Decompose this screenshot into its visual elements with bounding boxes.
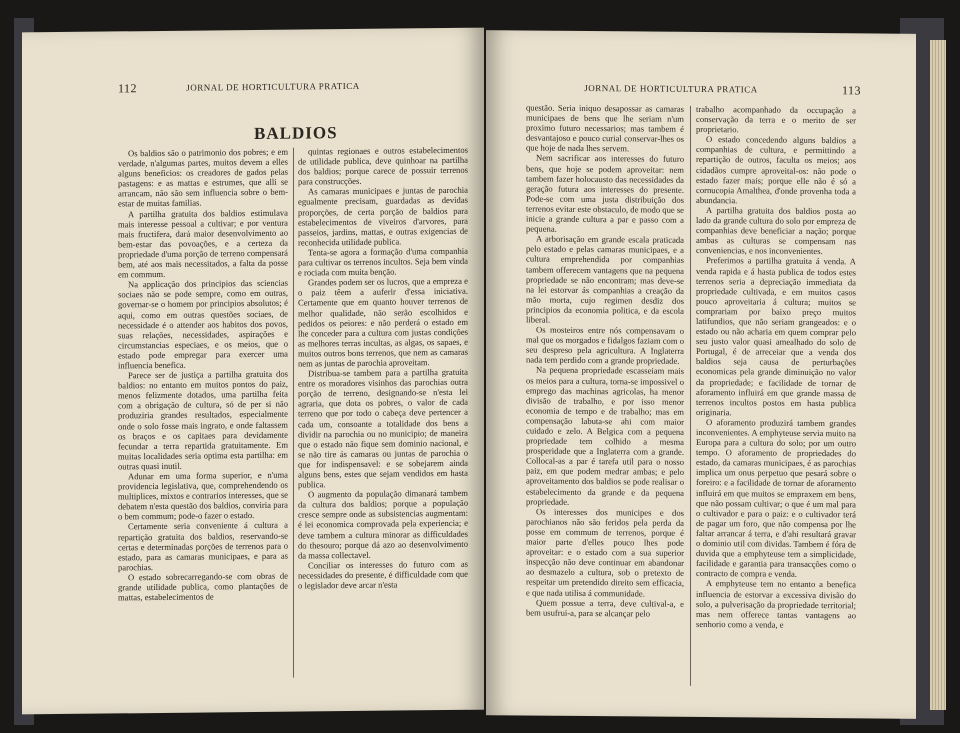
right-page [486, 30, 916, 719]
paragraph: Os baldios são o patrimonio dos pobres; e em verdade, n'algumas partes, muitos devem a elles alguns beneficios: os creadores de gados pelas pastagens: e as mattas e estrumes, que alli se arrancam, não são sem influencia sobre o bem-estar de muitas familias. [118, 146, 288, 209]
column-rule [690, 106, 691, 686]
right-column-2 [696, 104, 856, 630]
paragraph: Os interesses dos municipes e dos parochianos não são feridos pela perda da posse em commum de terrenos, porque é maior parte d'elles pouco lhes pode aproveitar: e o estado com a sua superior inspecção não deve continuar em abandonar ao desmazelo a cultura, sob o pretexto de respeitar um pretendido direito sem efficacia, e que nada utilisa á communidade. [526, 506, 684, 599]
paragraph: O estado concedendo alguns baldios a companhias de cultura, e permittindo a repartição de outros, faculta os meios; aos cidadãos cumpre aproveital-os: não pode o estado fazer mais; porque elle não é só a cornucopia Amalthea, d'onde provenha toda a abundancia. [696, 134, 856, 206]
paragraph: Os mosteiros entre nós compensavam o mal que os morgados e fidalgos faziam com o seu despreso pela agricultura. A Inglaterra nada tem perdido com a grande propriedade. [526, 324, 684, 367]
left-page [22, 28, 484, 715]
left-page-header [22, 80, 484, 96]
paragraph: Conciliar os interesses do futuro com as necessidades do presente, é difficuldade com que o legislador deve arcar n'esta [298, 558, 468, 591]
column-rule [293, 148, 294, 678]
page-number: 113 [842, 83, 862, 98]
paragraph: Tenta-se agora a formação d'uma companhia para cultivar os terrenos incultos. Seja bem vinda e rociada com muita benção. [298, 245, 468, 278]
running-head: JORNAL DE HORTICULTURA PRATICA [584, 82, 758, 95]
left-column-1 [118, 147, 288, 603]
paragraph: Na pequena propriedade escasseiam mais os meios para a cultura, torna-se impossivel o emprego das machinas agricolas, ha menor divisão de trabalho, e por isso menor economia de tempo e de trabalho; mas em compensação labuta-se ahi com maior cuidado e zelo. A Belgica com a pequena propriedade tem colhido a mesma prosperidade que a Inglaterra com a grande. Collocal-as a par é tarefa util para o nosso paiz, em que podem medrar ambas; e pelo aproveitamento dos baldios se pode realisar o estabelecimento da grande e da pequena propriedade. [526, 364, 684, 507]
paragraph: Adunar em uma forma superior, e n'uma providencia legislativa, que, comprehendendo os multiplices, mixtos e contrarios interesses, que se debatem n'esta questão dos baldios, conviria para o bem commum; pode-o fazer o estado. [118, 469, 288, 522]
paragraph: questão. Seria iniquo desapossar as camaras municipaes de bens que lhe seriam n'um proximo futuro necessarios; mas tambem é desvantajoso e pouco curial conservar-lhes os que hoje de nada lhes servem. [526, 102, 684, 154]
paragraph: Distribua-se tambem para a partilha gratuita entre os moradores visinhos das parochias outra porção de terreno, designando-se n'esta lei agraria, que dota os pobres, o valor de cada terreno que por todo o cabeça deve pertencer a cada um, consoante a totalidade dos bens a dividir na parochia ou no municipio; de maneira que o estado não fique sem dominio nacional, e se não tire ás camaras ou juntas de parochia o que for indispensavel: e se sobejarem ainda alguns bens, estes que sejam vendidos em hasta publica. [298, 366, 468, 490]
paragraph: O estado sobrecarregando-se com obras de grande utilidade publica, como plantações de mattas, estabelecimentos de [118, 570, 288, 603]
left-column-2 [298, 145, 468, 591]
paragraph: quintas regionaes e outros estabelecimentos de utilidade publica, deve quinhoar na partilha dos baldios; porque carece de possuir terrenos para construcções. [298, 144, 468, 187]
paragraph: Nem sacrificar aos interesses do futuro bens, que hoje se podem aproveitar: nem tambem fazer holocausto das necessidades da geração futura aos interesses do presente. Pode-se com uma justa distribuição dos terrenos evitar este obstaculo, de modo que se inicie a grande cultura a par e passo com a pequena. [526, 153, 684, 234]
paragraph: A arborisação em grande escala praticada pelo estado e pelas camaras municipaes, e a cultura emprehendida por companhias tambem offerecem vantagens que na pequena propriedade se não encontram; mas deve-se na lei estorvar ás companhias a creação da mão morta, cujo regimen desdiz dos principios da economia politica, e da escola liberal. [526, 233, 684, 325]
paragraph: Grandes podem ser os lucros, que a empreza e o paiz têem a auferir d'essa iniciativa. Certamente que em quanto houver terrenos de melhor qualidade, não serão escolhidos e pedidos os peiores: e não perderá o estado em lhe conceder para a cultura com justas condições as melhores terras incultas, as algas, os sapaes, e muitos outros bons terrenos, que nem as camaras nem as juntas de parochia aproveitam. [298, 275, 468, 369]
page-number: 112 [118, 81, 138, 96]
right-column-1 [526, 102, 684, 618]
page-edges [930, 40, 946, 710]
article-title: BALDIOS [254, 123, 338, 143]
right-page-header [486, 82, 916, 98]
paragraph: trabalho acompanhado da occupação a conservação da terra e o merito de ser proprietario. [696, 103, 856, 135]
paragraph: A emphyteuse tem no entanto a benefica influencia de estorvar a excessiva divisão do solo, a pulverisação da propriedade territorial; mas nem offerece tantas vantagens ao senhorio como a venda, e [696, 578, 856, 630]
paragraph: A partilha gratuita dos baldios estimulava mais interesse pessoal a cultivar; e por ventura mais fructifera, dará maior desenvolvimento ao bem-estar das povoações, e a certeza da propriedade d'uma porção de terreno compensará bem, até aos mais necessitados, a falta da posse em commum. [118, 207, 288, 280]
paragraph: Preferimos a partilha gratuita á venda. A venda rapida e á hasta publica de todos estes terrenos seria a depreciação immediata da propriedade cultivada, e em muitos casos pouco aproveitaria á cultura; muitos se comprariam por baixo preço muitos latifundios, que não seriam grangeados: e o estado ou não acharia em quem comprar pelo seu justo valor quasi amealhado do solo de Portugal, é de arreceiar que a venda dos baldios seja causa de perturbações economicas pela grande diminuição no valor da propriedade; e facilidade de tornar de aforamento influirá em que grande massa de terrenos incultos postos em hasta publica originaria. [696, 255, 856, 418]
paragraph: Parece ser de justiça a partilha gratuita dos baldios: no entanto em muitos pontos do paiz, menos felizmente dotados, uma partilha feita com a obrigação de cultura, só de per si não produziria grandes resultados, especialmente onde o solo fosse mais ingrato, e onde faltassem os braços e os capitaes para devidamente fecundar a terra repartida gratuitamente. Em muitas localidades seria optima esta partilha: em outras quasi inutil. [118, 368, 288, 472]
paragraph: O augmento da população dimanará tambem da cultura dos baldios; porque a população cresce sempre onde as subsistencias augmentam: é lei economica comprovada pela experiencia; e deve tambem a cultura minorar as difficuldades do thesouro; porque dá azo ao desenvolvimento da massa collectavel. [298, 487, 468, 561]
paragraph: Na applicação dos principios das sciencias sociaes não se pode sempre, como em outras, governar-se o homem por principios absolutos; é aqui, como em outras questões sociaes, de necessidade é o attender aos habitos dos povos, suas relações, necessidades, aspirações e circumstancias especiaes, e os meios, que o estado pode empregar para exercer uma influencia benefica. [118, 277, 288, 371]
paragraph: A partilha gratuita dos baldios posta ao lado da grande cultura do solo por empreza de companhias deve beneficiar a nação; porque ambas as culturas se compensam nas conveniencias, e nos inconvenientes. [696, 204, 856, 257]
paragraph: Quem possue a terra, deve cultival-a, e bem usufrui-a, para se alcançar pelo [526, 597, 684, 619]
running-head: JORNAL DE HORTICULTURA PRATICA [186, 80, 360, 93]
paragraph: O aforamento produzirá tambem grandes inconvenientes. A emphyteuse servia muito na Europa para a cultura do solo; por um outro tempo. O aforamento de propriedades do estado, da camaras municipaes, é as parochias implica um onus perpetuo que pesará sobre o foreiro: e a facilidade de tornar de aforamento influirá em que muitos se empraxem em bens, que não possam cultivar; o que é um mal para o cultivador e para o paiz: e o cultivador terá de pagar um foro, que não compensa por lhe faltar arrancar á terra, e d'ahi resultará gravar o dominio util com dividas. Tambem é fóra de duvida que a emphyteuse tem a simplicidade, facilidade e garantia para transacções como o contracto de compra e venda. [696, 416, 856, 580]
paragraph: Certamente seria conveniente á cultura a repartição gratuita dos baldios, reservando-se certas e determinadas porções de terrenos para o estado, para as camaras municipaes, e para as parochias. [118, 520, 288, 573]
paragraph: As camaras municipaes e juntas de parochia egualmente precisam, guardadas as devidas proporções, de certa porção de baldios para estabelecimentos de viveiros d'arvores, para passeios, jardins, mattas, e outras exigencias de reconhecida utilidade publica. [298, 185, 468, 248]
